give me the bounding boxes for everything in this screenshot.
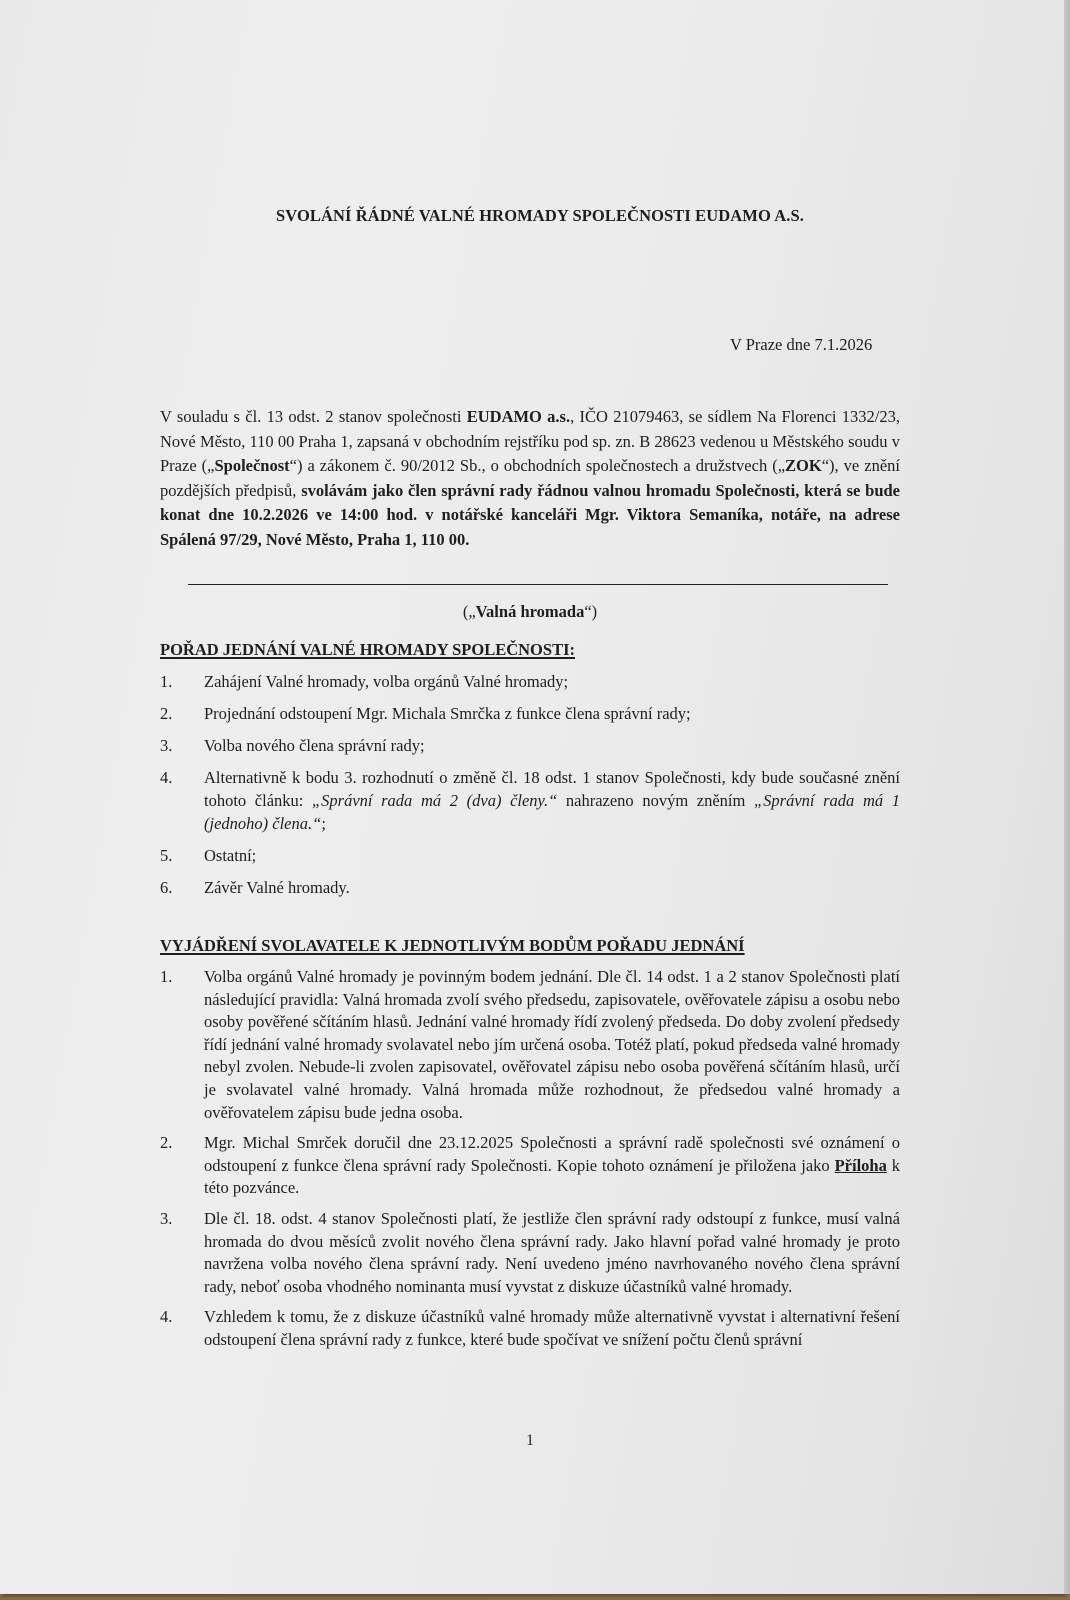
agenda-item-text: Projednání odstoupení Mgr. Michala Smrčka z funkce člena správní rady; bbox=[204, 704, 691, 723]
company-definition: Společnost bbox=[214, 456, 290, 475]
agenda-item-text: Ostatní; bbox=[204, 846, 257, 865]
agenda-item-text: Alternativně k bodu 3. rozhodnutí o změně čl. 18 odst. 1 stanov Společnosti, kdy bude současné znění tohoto článku: bbox=[204, 768, 900, 810]
attachment-reference: Příloha bbox=[834, 1155, 887, 1175]
intro-text-3: “) a zákonem č. 90/2012 Sb., o obchodních společnostech a družstvech („ bbox=[289, 456, 786, 475]
page-number: 1 bbox=[526, 1432, 534, 1449]
agenda-item-number: 5. bbox=[160, 846, 173, 865]
agenda-item-text: Volba nového člena správní rady; bbox=[204, 736, 425, 755]
document-title: SVOLÁNÍ ŘÁDNÉ VALNÉ HROMADY SPOLEČNOSTI EUDAMO A.S. bbox=[276, 206, 804, 225]
company-name: EUDAMO a.s. bbox=[466, 407, 571, 426]
comments-heading: VYJÁDŘENÍ SVOLAVATELE K JEDNOTLIVÝM BODŮM POŘADU JEDNÁNÍ bbox=[160, 936, 745, 955]
zok-definition: ZOK bbox=[785, 456, 822, 475]
agenda-item-number: 6. bbox=[160, 878, 173, 897]
current-wording-quote: „Správní rada má 2 (dva) členy.“ bbox=[312, 791, 558, 810]
comment-item bbox=[160, 1132, 900, 1200]
agenda-item bbox=[160, 844, 900, 867]
horizontal-rule bbox=[188, 584, 888, 585]
agenda-item-text: nahrazeno novým zněním bbox=[557, 791, 754, 810]
agenda-item-text: Závěr Valné hromady. bbox=[204, 878, 350, 897]
comment-item-text-after: k této pozvánce. bbox=[204, 1155, 901, 1198]
agenda-item-text: ; bbox=[321, 814, 326, 833]
intro-text-4: “), ve znění pozdějších předpisů, bbox=[160, 456, 900, 500]
intro-text-2: , IČO 21079463, se sídlem Na Florenci 1332/23, Nové Město, 110 00 Praha 1, zapsaná v obchodním rejstříku pod sp. zn. B 28623 vedenou u Městského soudu v Praze („ bbox=[160, 407, 900, 475]
intro-text-1: V souladu s čl. 13 odst. 2 stanov společnosti bbox=[160, 407, 467, 426]
meeting-convocation: svolávám jako člen správní rady řádnou valnou hromadu Společnosti, která se bude konat dne 10.2.2026 ve 14:00 hod. v notářské kanceláři Mgr. Viktora Semaníka, notáře, na adrese Spálená 97/29, Nové Město, Praha 1, 110 00. bbox=[160, 480, 901, 549]
comment-item-number: 3. bbox=[160, 1208, 173, 1228]
new-wording-quote: „Správní rada má 1 (jednoho) člena.“ bbox=[204, 791, 900, 833]
defined-term-name: Valná hromada bbox=[475, 602, 585, 621]
agenda-item-number: 2. bbox=[160, 704, 173, 723]
intro-paragraph bbox=[160, 405, 900, 552]
defined-term bbox=[160, 602, 900, 622]
comment-item-number: 1. bbox=[160, 967, 173, 986]
comment-item-number: 2. bbox=[160, 1133, 173, 1153]
comment-item bbox=[160, 1208, 900, 1298]
agenda-item bbox=[160, 702, 900, 725]
defined-term-open: („ bbox=[462, 602, 476, 621]
comment-item-text: Volba orgánů Valné hromady je povinným bodem jednání. Dle čl. 14 odst. 1 a 2 stanov Společnosti platí následující pravidla: Valná hromada zvolí svého předsedu, zapisovatele, ověřovatele zápisu a osobu nebo osoby pověřené sčítáním hlasů. Jednání valné hromady řídí zvolený předseda. Do doby zvolení předsedy řídí jednání valné hromady svolavatel nebo jím určená osoba. Totéž platí, pokud předseda valné hromady nebyl zvolen. Nebude-li zvolen zapisovatel, ověřovatel zápisu nebo osoba pověřená sčítáním hlasů, určí je svolavatel valné hromady. Valná hromada může rozhodnout, že předsedou valné hromady a ověřovatelem zápisu bude jedna osoba. bbox=[204, 967, 900, 1122]
agenda-item bbox=[160, 766, 900, 835]
comment-item bbox=[160, 1306, 900, 1351]
agenda-item bbox=[160, 876, 900, 899]
comments-list bbox=[160, 966, 900, 1360]
comment-item bbox=[160, 966, 900, 1124]
comment-item-number: 4. bbox=[160, 1307, 173, 1327]
comment-item-text: Vzhledem k tomu, že z diskuze účastníků valné hromady může alternativně vyvstat i alternativní řešení odstoupení člena správní rady z funkce, které bude spočívat ve snížení počtu členů správní bbox=[204, 1307, 900, 1349]
agenda-list bbox=[160, 670, 900, 908]
agenda-item-text: Zahájení Valné hromady, volba orgánů Valné hromady; bbox=[204, 672, 569, 691]
agenda-heading: POŘAD JEDNÁNÍ VALNÉ HROMADY SPOLEČNOSTI: bbox=[160, 640, 575, 659]
agenda-item-number: 3. bbox=[160, 736, 173, 755]
agenda-item bbox=[160, 670, 900, 693]
place-date: V Praze dne 7.1.2026 bbox=[730, 335, 873, 354]
defined-term-close: “) bbox=[584, 602, 598, 621]
comment-item-text: Dle čl. 18. odst. 4 stanov Společnosti platí, že jestliže člen správní rady odstoupí z funkce, musí valná hromada do dvou měsíců zvolit nového člena správní rady. Jako hlavní pořad valné hromady je proto navržena volba nového člena správní rady. Není uvedeno jméno navrhovaného nového člena správní rady, neboť osoba vhodného nominanta musí vyvstat z diskuze účastníků valné hromady. bbox=[204, 1208, 900, 1296]
agenda-item-number: 4. bbox=[160, 768, 173, 787]
agenda-item-number: 1. bbox=[160, 672, 173, 691]
agenda-item bbox=[160, 734, 900, 757]
comment-item-text: Mgr. Michal Smrček doručil dne 23.12.2025 Společnosti a správní radě společnosti své oznámení o odstoupení z funkce člena správní rady Společnosti. Kopie tohoto oznámení je přiložena jako bbox=[204, 1133, 900, 1175]
paper-edge bbox=[1064, 0, 1070, 1594]
